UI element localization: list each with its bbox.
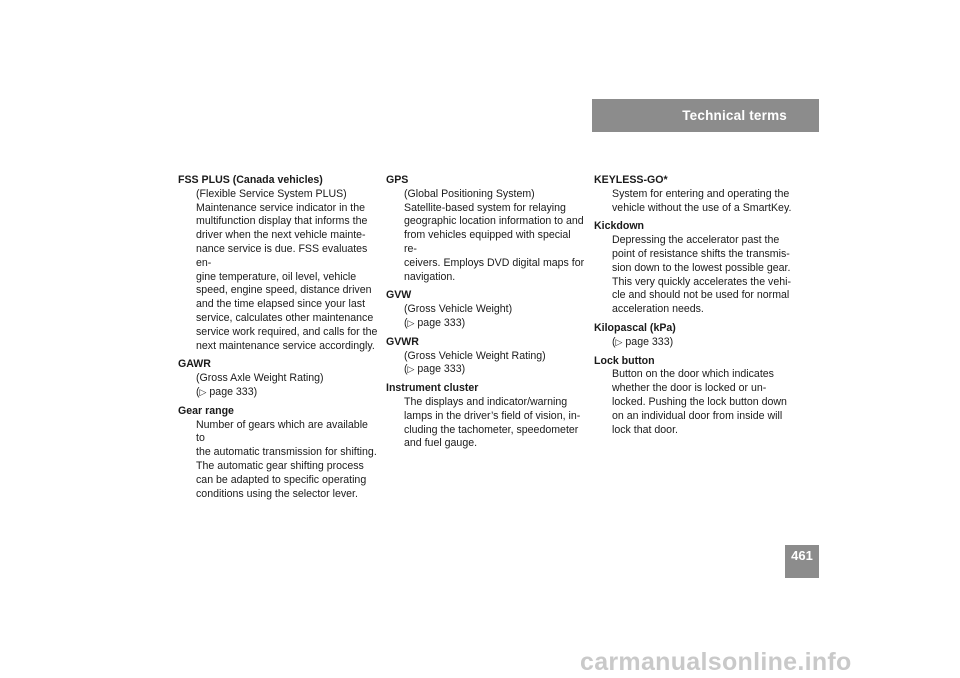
page-reference-link[interactable]: (▷ page 333) [612,335,674,348]
glossary-term: Gear range [178,404,234,417]
glossary-column-3 [594,174,794,442]
glossary-entry [178,174,378,353]
glossary-term: Kilopascal (kPa) [594,321,676,334]
reference-page: page 333 [417,363,462,376]
glossary-term: Lock button [594,354,655,367]
term-definition: Satellite-based system for relaying geographic location information to and from vehicles equipped with special re- ceivers. Employs DVD digital maps for navigation. [404,201,585,283]
term-expansion: (Gross Axle Weight Rating) [196,372,324,385]
glossary-term: Instrument cluster [386,382,479,395]
page-number [785,545,819,578]
glossary-entry [594,220,794,317]
watermark: carmanualsonline.info [580,648,852,676]
glossary-entry [594,174,794,215]
glossary-term: GVWR [386,335,419,348]
section-title: Technical terms [682,108,787,123]
reference-page: page 333 [209,385,254,398]
glossary-entry [594,322,794,350]
reference-page: page 333 [417,316,462,329]
glossary-term: GAWR [178,358,211,371]
term-definition: Number of gears which are available to the automatic transmission for shifting. The automatic gear shifting process can be adapted to specific operating conditions using the selector lever. [196,418,377,500]
page-number-text: 461 [791,548,813,563]
reference-arrow-icon: ▷ [199,386,207,397]
term-expansion: (Gross Vehicle Weight Rating) [404,349,546,362]
term-definition: System for entering and operating the vehicle without the use of a SmartKey. [612,187,792,214]
page-reference-link[interactable]: (▷ page 333) [404,363,466,376]
glossary-entry [178,358,378,399]
glossary-entry [386,382,586,451]
term-expansion: (Flexible Service System PLUS) [196,187,347,200]
page-reference-link[interactable]: (▷ page 333) [404,316,466,329]
term-definition: Maintenance service indicator in the multifunction display that informs the driver when the next vehicle mainte- nance service is due. FSS evaluates en- gine temperature, oil level, vehicle speed, engine speed, distance driven and the time elapsed since your last service, calculates other maintenance service work required, and calls for the next maintenance service accordingly. [196,201,378,352]
term-definition: The displays and indicator/warning lamps in the driver’s field of vision, in- cluding the tachometer, speedometer and fuel gauge. [404,395,581,450]
glossary-entry [386,289,586,330]
section-header [592,99,819,132]
page-reference-link[interactable]: (▷ page 333) [196,385,258,398]
glossary-term: Kickdown [594,220,645,233]
term-expansion: (Global Positioning System) [404,187,535,200]
glossary-entry [178,405,378,502]
term-expansion: (Gross Vehicle Weight) [404,303,513,316]
glossary-entry [594,355,794,438]
glossary-term: GVW [386,289,412,302]
glossary-term: GPS [386,174,409,186]
glossary-column-1 [178,174,378,506]
glossary-entry [386,336,586,377]
term-definition: Button on the door which indicates whether the door is locked or un- locked. Pushing the lock button down on an individual door from inside will lock that door. [612,368,787,436]
term-definition: Depressing the accelerator past the point of resistance shifts the transmis- sion down to the lowest possible gear. This very quickly accelerates the vehi- cle and should not be used for normal acceleration needs. [612,234,791,316]
glossary-entry [386,174,586,284]
reference-arrow-icon: ▷ [407,364,415,375]
glossary-term: FSS PLUS (Canada vehicles) [178,174,323,186]
reference-arrow-icon: ▷ [615,336,623,347]
glossary-term: KEYLESS-GO* [594,174,668,186]
glossary-column-2 [386,174,586,456]
reference-arrow-icon: ▷ [407,317,415,328]
reference-page: page 333 [625,335,670,348]
